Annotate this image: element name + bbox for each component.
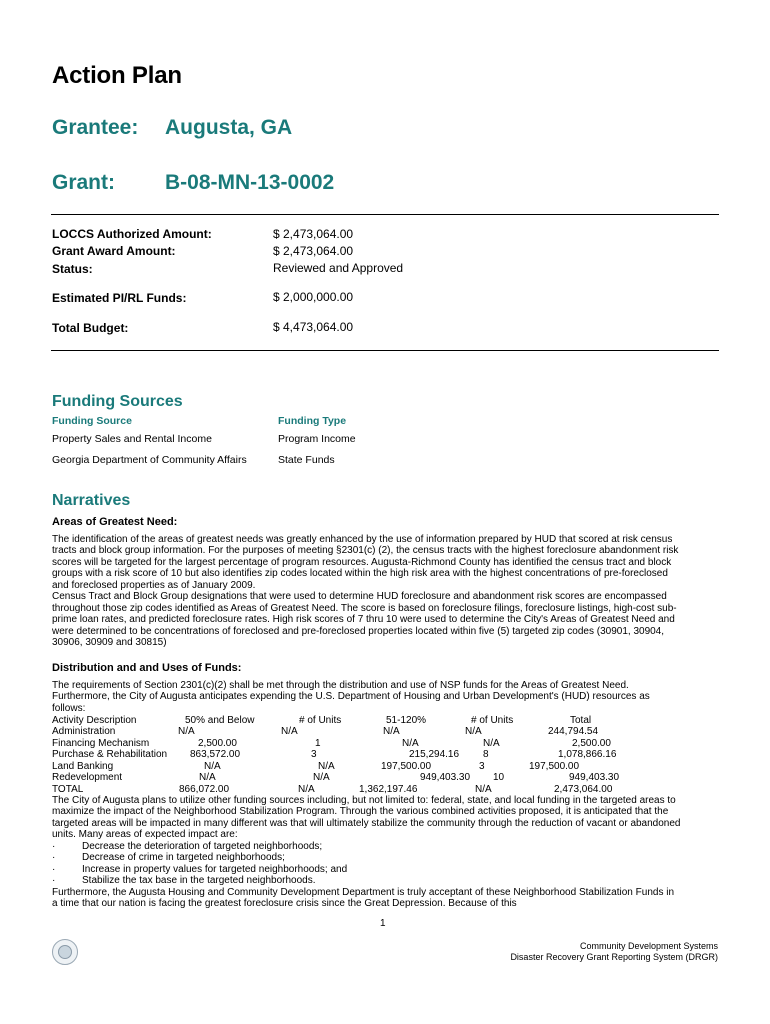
list-item [52, 852, 712, 863]
footer-line: Disaster Recovery Grant Reporting System (DRGR) [510, 952, 718, 962]
funding-sources-heading: Funding Sources [52, 393, 183, 410]
funding-type-column-header: Funding Type [278, 415, 347, 427]
table-cell: 51-120% [386, 715, 427, 726]
loccs-value: $ 2,473,064.00 [273, 227, 354, 241]
text-line: and foreclosed properties as of January 2009. [52, 579, 256, 591]
table-cell: Activity Description [52, 715, 137, 726]
table-cell: 863,572.00 [190, 749, 241, 761]
table-row [52, 738, 712, 749]
text-line: scores will be targeted for the largest percentage of program resources. Augusta-Richmond County has identified the census tract and block [52, 556, 672, 568]
text-line: units. Many areas of expected impact are: [52, 829, 238, 841]
narratives-heading: Narratives [52, 492, 131, 509]
pirl-label: Estimated PI/RL Funds: [52, 291, 187, 305]
text-line: tracts and block group information. For the purposes of meeting §2301(c) (2), the census tracts with the highest foreclosure abandonment risk [52, 545, 679, 557]
page-title: Action Plan [52, 62, 182, 89]
text-line: prime loan rates, and predicted foreclosure rates. High risk scores of 7 thru 10 were used to determine the City's Areas of Greatest Need and [52, 614, 675, 626]
table-cell: 2,473,064.00 [554, 783, 613, 795]
table-cell: Purchase & Rehabilitation [52, 749, 168, 761]
distribution-intro-text [52, 680, 712, 714]
text-line: Census Tract and Block Group designations that were used to determine HUD foreclosure and abandonment risk scores are encompassed [52, 591, 667, 603]
status-value: Reviewed and Approved [273, 261, 404, 275]
text-line: Furthermore, the City of Augusta anticipates expending the U.S. Department of Housing and Urban Development's (HUD) resources as [52, 691, 650, 703]
text-line: throughout those zip codes identified as Areas of Greatest Need. The score is based on foreclosure filings, foreclosure listings, high-cost sub- [52, 602, 677, 614]
seal-emblem-icon [58, 945, 72, 959]
table-cell: 1,078,866.16 [558, 749, 617, 761]
page-number: 1 [380, 918, 386, 929]
list-item-text: Decrease the deterioration of targeted neighborhoods; [82, 840, 323, 852]
award-label: Grant Award Amount: [52, 244, 176, 258]
table-cell: Redevelopment [52, 772, 123, 784]
status-label: Status: [52, 262, 93, 276]
table-cell: N/A [204, 760, 221, 772]
loccs-label: LOCCS Authorized Amount: [52, 227, 212, 241]
grant-label: Grant: [52, 171, 115, 194]
distribution-heading: Distribution and and Uses of Funds: [52, 662, 242, 674]
table-cell: N/A [178, 726, 195, 738]
funding-row-source: Georgia Department of Community Affairs [52, 454, 247, 466]
text-line: were determined to be concentrations of foreclosed and pre-foreclosed properties located within five (5) targeted zip codes (30901, 30904, [52, 625, 665, 637]
funding-source-column-header: Funding Source [52, 415, 132, 427]
table-cell: 2,500.00 [198, 737, 237, 749]
table-cell: N/A [402, 737, 419, 749]
total-budget-value: $ 4,473,064.00 [273, 320, 354, 334]
table-cell: N/A [475, 783, 492, 795]
grantee-value: Augusta, GA [165, 116, 293, 139]
text-line: The City of Augusta plans to utilize other funding sources including, but not limited to: federal, state, and local funding in the targeted areas to [52, 795, 676, 806]
funding-row-type: State Funds [278, 454, 335, 466]
activity-table [52, 715, 712, 795]
bullet-icon: · [52, 852, 56, 864]
table-row [52, 784, 712, 795]
table-cell: 949,403.30 [569, 772, 620, 784]
table-row [52, 715, 712, 726]
pirl-value: $ 2,000,000.00 [273, 290, 354, 304]
list-item [52, 864, 712, 875]
text-line: targeted areas will be impacted in many different was that will ultimately stabilize the community through the reduction of vacant or abandoned [52, 817, 681, 829]
table-cell: N/A [199, 772, 216, 784]
table-row [52, 749, 712, 760]
bullet-icon: · [52, 863, 56, 875]
list-item [52, 841, 712, 852]
distribution-body-text [52, 795, 712, 909]
divider-top [51, 214, 719, 215]
table-cell: 215,294.16 [409, 749, 460, 761]
funding-row-source: Property Sales and Rental Income [52, 433, 212, 445]
table-cell: N/A [465, 726, 482, 738]
text-line: a time that our nation is facing the greatest foreclosure crisis since the Great Depression. Because of this [52, 898, 517, 910]
areas-of-greatest-need-text [52, 534, 712, 649]
list-item [52, 875, 712, 886]
table-cell: N/A [383, 726, 400, 738]
table-cell: Total [570, 715, 592, 726]
text-line: 30906, 30909 and 30815) [52, 637, 167, 649]
list-item-text: Stabilize the tax base in the targeted neighborhoods. [82, 875, 316, 887]
table-cell: 1,362,197.46 [359, 783, 418, 795]
table-cell: 3 [479, 760, 485, 772]
grant-value: B-08-MN-13-0002 [165, 171, 335, 194]
table-cell: 8 [483, 749, 489, 761]
table-row [52, 726, 712, 737]
table-row [52, 761, 712, 772]
text-line: The identification of the areas of greatest needs was greatly enhanced by the use of information prepared by HUD that scored at risk census [52, 534, 673, 545]
table-cell: 2,500.00 [572, 737, 611, 749]
text-line: groups with a risk score of 10 but also identifies zip codes located within the high risk area with the highest concentrations of pre-foreclosed [52, 568, 668, 580]
table-cell: Financing Mechanism [52, 737, 150, 749]
table-cell: 3 [311, 749, 317, 761]
table-cell: Administration [52, 726, 116, 738]
bullet-icon: · [52, 875, 56, 887]
table-cell: # of Units [299, 715, 342, 726]
table-cell: 866,072.00 [179, 783, 230, 795]
list-item-text: Increase in property values for targeted neighborhoods; and [82, 863, 348, 875]
table-cell: 197,500.00 [381, 760, 432, 772]
funding-row-type: Program Income [278, 433, 356, 445]
table-cell: 949,403.30 [420, 772, 471, 784]
table-row [52, 772, 712, 783]
text-line: The requirements of Section 2301(c)(2) shall be met through the distribution and use of NSP funds for the Areas of Greatest Need. [52, 680, 629, 691]
table-cell: N/A [298, 783, 315, 795]
table-cell: # of Units [471, 715, 514, 726]
table-cell: TOTAL [52, 783, 84, 795]
divider-bottom [51, 350, 719, 351]
table-cell: Land Banking [52, 760, 114, 772]
award-value: $ 2,473,064.00 [273, 244, 354, 258]
text-line: Furthermore, the Augusta Housing and Community Development Department is truly acceptant of these Neighborhood Stabilization Funds in [52, 886, 675, 898]
hud-seal-icon [52, 939, 78, 965]
list-item-text: Decrease of crime in targeted neighborhoods; [82, 852, 285, 864]
text-line: follows: [52, 702, 86, 714]
table-cell: 10 [493, 772, 505, 784]
text-line: maximize the impact of the Neighborhood Stabilization Program. Through the various combined activities proposed, it is anticipated that the [52, 806, 669, 818]
areas-of-greatest-need-heading: Areas of Greatest Need: [52, 516, 178, 528]
bullet-icon: · [52, 840, 56, 852]
table-cell: 197,500.00 [529, 760, 580, 772]
table-cell: 244,794.54 [548, 726, 599, 738]
table-cell: N/A [281, 726, 298, 738]
table-cell: 50% and Below [185, 715, 255, 726]
table-cell: 1 [315, 737, 321, 749]
footer-system-info [510, 941, 718, 963]
grantee-label: Grantee: [52, 116, 139, 139]
total-budget-label: Total Budget: [52, 321, 129, 335]
table-cell: N/A [313, 772, 330, 784]
table-cell: N/A [318, 760, 335, 772]
table-cell: N/A [483, 737, 500, 749]
footer-line: Community Development Systems [579, 941, 718, 951]
